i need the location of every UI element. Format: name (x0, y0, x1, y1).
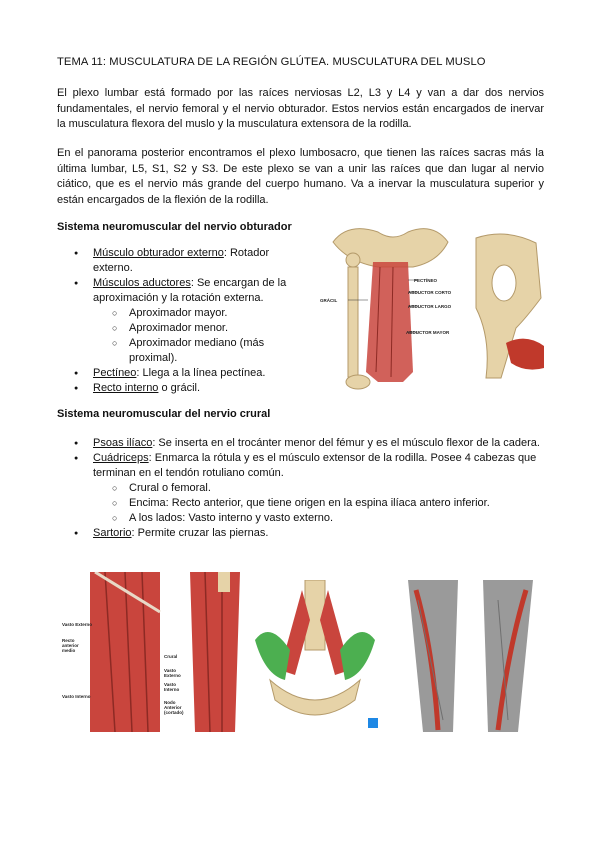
label-crural: Crural (164, 654, 178, 659)
list-subitem: ○ Crural o femoral. (57, 481, 544, 496)
list-item: ● Músculo obturador externo: Rotador externo. (57, 246, 297, 276)
label-abductor-corto: ABDUCTOR CORTO (408, 290, 452, 295)
list-item: ● Sartorio: Permite cruzar las piernas. (57, 526, 544, 541)
list-subitem: ○ Encima: Recto anterior, que tiene origen en la espina ilíaca antero inferior. (57, 496, 544, 511)
list-item: ● Recto interno o grácil. (57, 381, 297, 396)
list-subitem: ○ A los lados: Vasto interno y vasto externo. (57, 511, 544, 526)
list-item: ● Cuádriceps: Enmarca la rótula y es el músculo extensor de la rodilla. Posee 4 cabezas que terminan en el tendón rotuliano común. (57, 451, 544, 481)
label-vasto-interno: Vasto Interno (62, 694, 91, 699)
label-abductor-largo: ABDUCTOR LARGO (408, 304, 452, 309)
list-item: ● Psoas ilíaco: Se inserta en el trocánter menor del fémur y es el músculo flexor de la cadera. (57, 436, 544, 451)
paragraph-plexo-lumbar: El plexo lumbar está formado por las raíces nerviosas L2, L3 y L4 y van a dar dos nervios fundamentales, el nervio femoral y el nervio obturador. Estos nervios están encargados de inervar la musculatura flexora del muslo y la musculatura extensora de la rodilla. (57, 87, 544, 130)
list-crural (57, 436, 544, 541)
adductor-muscles-figure (318, 222, 463, 392)
list-item: ● Músculos aductores: Se encargan de la aproximación y la rotación externa. (57, 276, 297, 306)
list-subitem: ○ Aproximador mediano (más proximal). (57, 336, 297, 366)
hip-obturator-figure (466, 228, 546, 388)
label-abductor-mayor: ABDUCTOR MAYOR (406, 330, 450, 335)
label-gracil: GRÁCIL (320, 298, 338, 303)
label-vasto-externo: Vasto Externo (62, 622, 93, 627)
list-item: ● Pectíneo: Llega a la línea pectínea. (57, 366, 297, 381)
label-recto-anterior: Recto anterior medio (62, 638, 79, 653)
label-pectineo: PECTÍNEO (414, 278, 438, 283)
label-nodo-anterior: Nodo Anterior (cortado) (164, 700, 184, 715)
list-subitem: ○ Aproximador mayor. (57, 306, 297, 321)
section-heading-obturador: Sistema neuromuscular del nervio obturador (57, 221, 292, 233)
quadriceps-figure-2 (160, 572, 245, 732)
label-vasto-externo-2: Vasto Externo (164, 668, 181, 678)
section-heading-crural: Sistema neuromuscular del nervio crural (57, 408, 271, 420)
page-title: TEMA 11: MUSCULATURA DE LA REGIÓN GLÚTEA. MUSCULATURA DEL MUSLO (57, 56, 486, 68)
sartorio-figure (398, 580, 543, 732)
quadriceps-figure-1 (60, 572, 178, 732)
label-vasto-interno-2: Vasto Interno (164, 682, 180, 692)
paragraph-plexo-lumbosacro: En el panorama posterior encontramos el plexo lumbosacro, que tienen las raíces sacras más la última lumbar, L5, S1, S2 y S3. De este plexo se van a unir las raíces que dan lugar al nervio ciático, que es el nervio más grande del cuerpo humano. Va a inervar la musculatura superior y están encargados de la flexión de la rodilla. (57, 147, 544, 206)
psoas-iliaco-figure (250, 580, 380, 730)
list-subitem: ○ Aproximador menor. (57, 321, 297, 336)
list-obturador (57, 246, 297, 396)
